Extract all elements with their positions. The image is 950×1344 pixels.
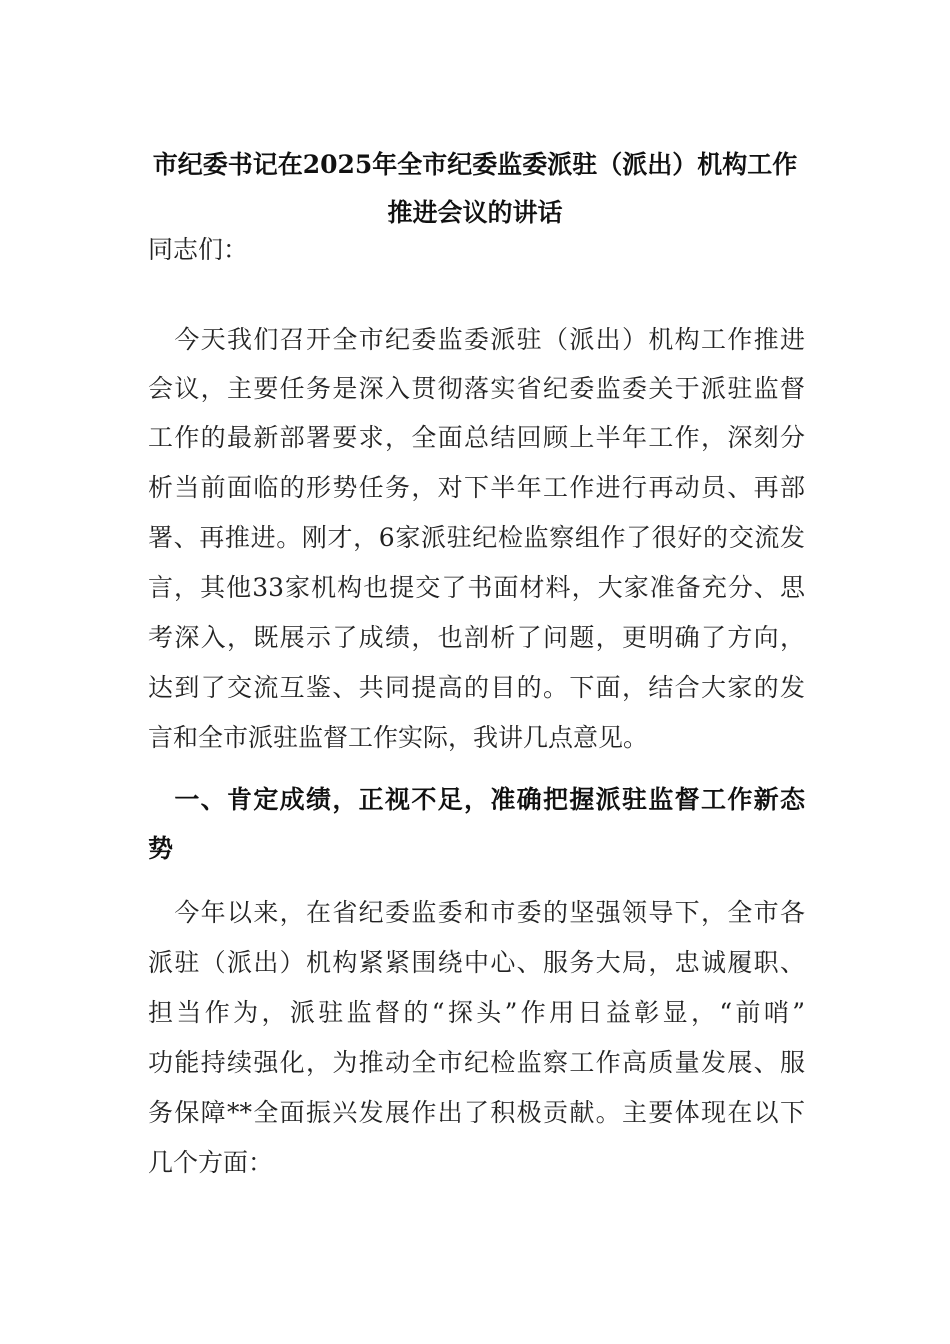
paragraph-line: 析当前面临的形势任务，对下半年工作进行再动员、再部 <box>148 473 805 502</box>
paragraph-line: 达到了交流互鉴、共同提高的目的。下面，结合大家的发 <box>148 673 805 702</box>
paragraph-line: 署、再推进。刚才，6家派驻纪检监察组作了很好的交流发 <box>148 523 805 552</box>
document-title-line-2: 推进会议的讲话 <box>387 198 563 227</box>
paragraph-line: 担当作为，派驻监督的“探头”作用日益彰显，“前哨” <box>148 998 805 1027</box>
paragraph-line: 今年以来，在省纪委监委和市委的坚强领导下，全市各 <box>148 898 805 927</box>
paragraph-line: 今天我们召开全市纪委监委派驻（派出）机构工作推进 <box>148 325 805 354</box>
paragraph-line: 言，其他33家机构也提交了书面材料，大家准备充分、思 <box>148 573 805 602</box>
paragraph-line: 功能持续强化，为推动全市纪检监察工作高质量发展、服 <box>148 1048 805 1077</box>
paragraph-line: 派驻（派出）机构紧紧围绕中心、服务大局，忠诚履职、 <box>148 948 805 977</box>
paragraph-line: 言和全市派驻监督工作实际，我讲几点意见。 <box>148 723 649 752</box>
paragraph-line: 务保障**全面振兴发展作出了积极贡献。主要体现在以下 <box>148 1098 805 1127</box>
salutation: 同志们： <box>148 235 249 264</box>
paragraph-line: 考深入，既展示了成绩，也剖析了问题，更明确了方向， <box>148 623 805 652</box>
paragraph-line: 几个方面： <box>148 1148 274 1177</box>
document-title-line-1: 市纪委书记在2025年全市纪委监委派驻（派出）机构工作 <box>152 150 798 179</box>
heading-line: 势 <box>148 834 174 863</box>
heading-line: 一、肯定成绩，正视不足，准确把握派驻监督工作新态 <box>148 785 805 814</box>
paragraph-line: 工作的最新部署要求，全面总结回顾上半年工作，深刻分 <box>148 423 805 452</box>
paragraph-line: 会议，主要任务是深入贯彻落实省纪委监委关于派驻监督 <box>148 374 805 403</box>
